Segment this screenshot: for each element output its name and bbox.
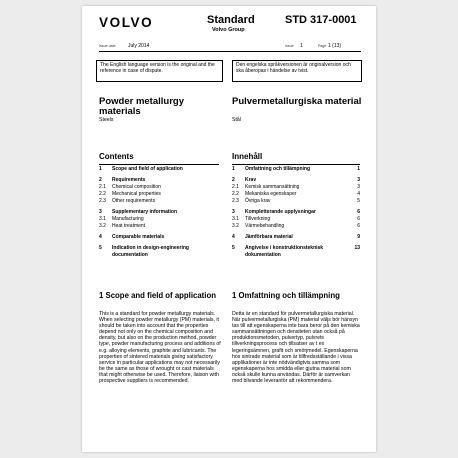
toc-entry-number: 3.1 [99,216,106,222]
toc-entry-number: 1 [232,166,235,172]
toc-entry[interactable] [232,223,360,230]
section1-heading-sv: 1 Omfattning och tillämpning [232,291,340,300]
toc-entry[interactable] [232,166,360,173]
toc-entry[interactable] [99,166,221,173]
section1-body-en: This is a standard for powder metallurgy materials. When selecting powder metallurgy (PM) materials, it should be taken into account that the properties depend not only on the chemical composition and density, but also on the production method, powder type, powder manufacturing process and additions of e.g. alloying elements, graphite and lubricants. The properties of sintered materials giving satisfactory service in particular applications may not necessarily be the same as those of wrought or cast materials that might otherwise be used. Therefore, liaison with prospective suppliers is recommended. [99,311,221,385]
contents-rule-sv [232,164,360,165]
toc-entry[interactable] [99,234,221,241]
toc-entry-title: Requirements [112,177,146,183]
toc-entry-page: 6 [357,216,360,222]
toc-entry-page: 4 [357,191,360,197]
toc-entry-number: 2.3 [232,198,239,204]
toc-entry-title: Indication in design-engineering documentation [112,245,189,258]
toc-entry-page: 1 [357,166,360,172]
toc-entry-title: Manufacturing [112,216,144,222]
toc-entry[interactable] [99,245,221,259]
contents-rule-en [99,164,219,165]
toc-entry-title: Krav [245,177,257,183]
toc-entry-title: Jämförbara material [245,234,293,240]
toc-entry-number: 3.2 [99,223,106,229]
toc-entry-title: Kemisk sammansättning [245,184,300,190]
toc-entry-number: 3 [232,209,235,215]
toc-entry-number: 4 [99,234,102,240]
toc-entry[interactable] [99,216,221,223]
notice-en: The English language version is the original and the reference in case of dispute. [96,60,223,82]
toc-entry-title: Heat treatment [112,223,146,229]
toc-entry-page: 3 [357,184,360,190]
toc-entry[interactable] [99,191,221,198]
doc-group: Volvo Group [212,27,245,33]
issue-date-label: Issue date [99,44,116,48]
toc-entry-page: 3 [357,177,360,183]
toc-entry[interactable] [99,177,221,184]
toc-entry[interactable] [232,216,360,223]
toc-entry-number: 2 [99,177,102,183]
toc-entry[interactable] [232,198,360,205]
notice-sv: Den engelska språkversionen är originalversion och ska åberopas i händelse av tvist. [232,60,362,82]
subtitle-en: Steels [99,117,114,123]
toc-entry[interactable] [99,198,221,205]
toc-entry[interactable] [99,209,221,216]
toc-entry-title: Supplementary information [112,209,178,215]
toc-entry-title: Övriga krav [245,198,271,204]
toc-entry-number: 5 [99,245,102,251]
toc-entry[interactable] [232,177,360,184]
toc-entry-title: Omfattning och tillämpning [245,166,310,172]
volvo-logo: VOLVO [99,15,154,30]
issue-date: July 2014 [128,43,150,49]
toc-entry[interactable] [232,191,360,198]
section1-body-sv: Detta är en standard för pulvermetallurgiska material. När pulvermetallurgiska (PM) material väljs bör hänsyn tas till att egenskaperna inte bara beror på den kemiska sammansättningen och densiteten utan också på produktionsmetoden, pulvertyp, pulvrets tillverkningsprocess och tillsatser av t ex legeringsämnen, grafit och smörjmedel. Egenskaperna hos sintrade material som är tillfredsställande i vissa applikationer är inte nödvändigtvis samma som egenskaperna hos smidda eller gjutna material som också skulle kunna användas. Därför är samverkan med blivande leverantör att rekommendera. [232,311,360,385]
issue-number: 1 [300,43,303,49]
doc-number: STD 317-0001 [285,14,357,26]
toc-entry-page: 9 [357,234,360,240]
toc-entry-page: 13 [354,245,360,251]
toc-entry-number: 3.2 [232,223,239,229]
toc-entry-title: Kompletterande upplysningar [245,209,316,215]
toc-entry-title: Angivelse i konstruktionsteknisk dokumentation [245,245,324,258]
toc-entry-number: 4 [232,234,235,240]
title-sv: Pulvermetallurgiska material [232,96,362,107]
toc-entry-number: 2.1 [232,184,239,190]
toc-entry-number: 2.3 [99,198,106,204]
header-rule [99,51,361,52]
toc-entry-title: Scope and field of application [112,166,183,172]
toc-entry-number: 1 [99,166,102,172]
toc-entry[interactable] [99,223,221,230]
doc-type: Standard [207,14,255,26]
contents-heading-en: Contents [99,152,134,161]
toc-entry-number: 2.1 [99,184,106,190]
page-label: Page [318,44,327,48]
toc-entry-title: Mechanical properties [112,191,161,197]
toc-entry[interactable] [232,234,360,241]
toc-entry-title: Mekaniska egenskaper [245,191,297,197]
toc-entry-number: 5 [232,245,235,251]
toc-entry-number: 2.2 [99,191,106,197]
toc-entry[interactable] [232,209,360,216]
table-of-contents-en [99,166,221,259]
toc-entry-page: 6 [357,209,360,215]
toc-entry-title: Other requirements [112,198,156,204]
subtitle-sv: Stål [232,117,241,123]
toc-entry-number: 3.1 [232,216,239,222]
issue-label: Issue [285,44,294,48]
page-number: 1 (13) [328,43,342,49]
toc-entry-number: 3 [99,209,102,215]
toc-entry-title: Värmebehandling [245,223,285,229]
title-en: Powder metallurgy materials [99,96,184,117]
document-page [82,6,376,452]
toc-entry-title: Tillverkning [245,216,271,222]
toc-entry-number: 2.2 [232,191,239,197]
section1-heading-en: 1 Scope and field of application [99,291,216,300]
toc-entry[interactable] [232,245,360,259]
toc-entry[interactable] [232,184,360,191]
toc-entry-title: Comparable materials [112,234,165,240]
toc-entry[interactable] [99,184,221,191]
table-of-contents-sv [232,166,360,259]
toc-entry-title: Chemical composition [112,184,161,190]
toc-entry-page: 6 [357,223,360,229]
toc-entry-page: 5 [357,198,360,204]
toc-entry-number: 2 [232,177,235,183]
contents-heading-sv: Innehåll [232,152,263,161]
